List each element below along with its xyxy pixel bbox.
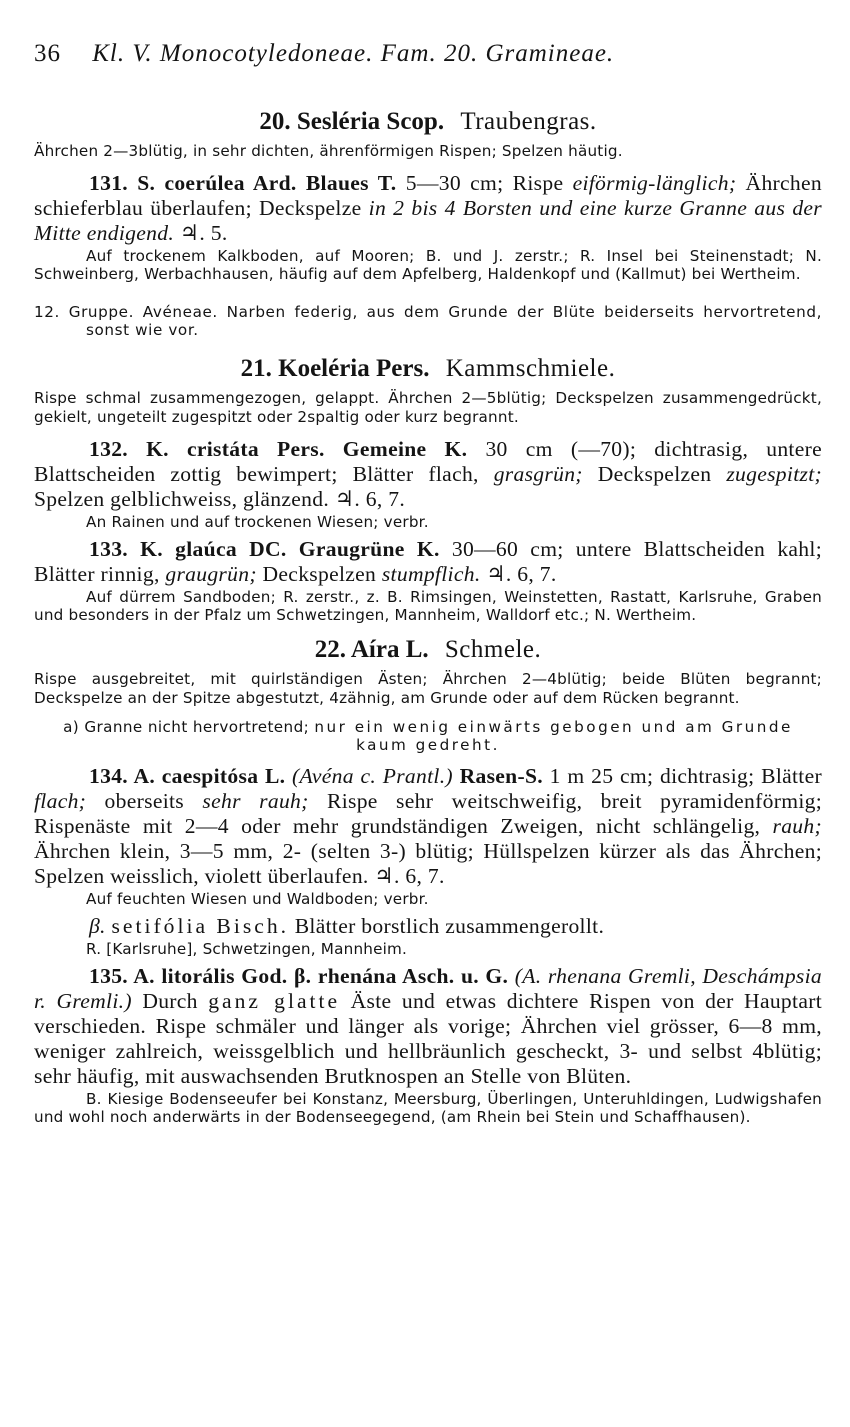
genus-description: Ährchen 2—3blütig, in sehr dichten, ährenförmigen Rispen; Spelzen häutig. [34, 142, 623, 160]
species-text: 30—60 cm; untere Blattscheiden kahl; Blätter rinnig, [34, 537, 822, 586]
genus-description: Rispe schmal zusammengezogen, gelappt. Ährchen 2—5blütig; Deckspelzen zusammengedrückt, gekielt, ungeteilt zugespitzt oder 2spaltig oder kurz begrannt. [34, 389, 822, 426]
species-name: 135. A. litorális God. [89, 964, 288, 988]
species-habitat: B. Kiesige Bodenseeufer bei Konstanz, Meersburg, Überlingen, Unteruhldingen, Ludwigshafen und wohl noch anderwärts in der Bodenseegegend, (am Rhein bei Stein und Schaffhausen). [34, 1090, 822, 1126]
genus-german-name: Traubengras. [460, 108, 597, 135]
species-name: 133. K. glaúca DC. [89, 537, 287, 561]
species-habitat: Auf dürrem Sandboden; R. zerstr., z. B. Rimsingen, Weinstetten, Rastatt, Karlsruhe, Graben und besonders in der Pfalz um Schwetzingen, Mannheim, Walldorf etc.; N. Wertheim. [34, 588, 822, 624]
species-german-name: Blaues T. [305, 171, 397, 195]
species-text-italic: eiförmig-länglich; [572, 171, 737, 195]
species-text-italic: zugespitzt; [726, 462, 822, 486]
species-german-name: Graugrüne K. [298, 537, 440, 561]
subgroup-heading [34, 718, 822, 754]
genus-name: 20. Sesléria Scop. [259, 108, 445, 135]
species-text-spaced: ganz glatte [208, 989, 341, 1013]
species-entry-131 [34, 171, 822, 246]
species-text: 1 m 25 cm; dichtrasig; Blätter [549, 764, 822, 788]
species-habitat: Auf feuchten Wiesen und Waldboden; verbr. [86, 890, 429, 908]
species-text: Spelzen gelblichweiss, glänzend. ♃. 6, 7. [34, 487, 406, 511]
species-text-italic: sehr rauh; [202, 789, 309, 813]
subgroup-text: nur ein wenig einwärts gebogen und am Grunde kaum gedreht. [314, 718, 793, 754]
species-text-italic: in 2 bis 4 Borsten und eine kurze Granne aus der Mitte endigend. [34, 196, 823, 245]
species-synonym: (Avéna c. Prantl.) [292, 764, 453, 788]
species-text-italic: stumpflich. [381, 562, 481, 586]
variety-symbol: β. [89, 914, 106, 938]
species-german-name: Gemeine K. [342, 437, 468, 461]
variety-habitat: R. [Karlsruhe], Schwetzingen, Mannheim. [86, 940, 408, 958]
genus-name: 22. Aíra L. [314, 636, 429, 663]
page-number: 36 [34, 40, 61, 67]
variety-name: setifólia Bisch. [111, 914, 290, 938]
species-name: 134. A. caespitósa L. [89, 764, 286, 788]
subgroup-lead: a) Granne nicht hervortretend; [63, 718, 310, 736]
species-text: 5—30 cm; Rispe [405, 171, 564, 195]
genus-heading-koeleria [34, 355, 822, 383]
species-text-italic: rauh; [772, 814, 822, 838]
genus-name: 21. Koeléria Pers. [240, 355, 430, 382]
species-text: Ährchen schieferblau überlaufen; Deckspelze [34, 171, 822, 220]
genus-german-name: Schmele. [444, 636, 542, 663]
species-flowering: ♃. 6, 7. [486, 562, 557, 586]
species-text: 30 cm (—70); dichtrasig, untere Blattscheiden zottig bewimpert; Blätter flach, [34, 437, 822, 486]
species-german-name: Rasen-S. [459, 764, 543, 788]
species-text-italic: graugrün; [165, 562, 257, 586]
genus-heading-sesleria [34, 108, 822, 136]
species-text: Deckspelzen [597, 462, 712, 486]
species-entry-132 [34, 437, 822, 512]
species-text: Ährchen klein, 3—5 mm, 2- (selten 3-) blütig; Hüllspelzen kürzer als das Ährchen; Spelzen weisslich, violett überlaufen. ♃. 6, 7. [34, 839, 822, 888]
species-text: oberseits [104, 789, 185, 813]
species-text-italic: flach; [34, 789, 87, 813]
running-title: Kl. V. Monocotyledoneae. Fam. 20. Gramineae. [92, 40, 615, 67]
genus-description: Rispe ausgebreitet, mit quirlständigen Ästen; Ährchen 2—4blütig; beide Blüten begrannt; Deckspelze an der Spitze abgestutzt, 4zähnig, am Grunde oder auf dem Rücken begrannt. [34, 670, 822, 707]
species-entry-133 [34, 537, 822, 587]
species-entry-135 [34, 964, 822, 1089]
species-entry-134 [34, 764, 822, 889]
species-name: 131. S. coerúlea Ard. [89, 171, 297, 195]
running-head [34, 40, 822, 68]
species-name: 132. K. cristáta Pers. [89, 437, 325, 461]
species-text: Deckspelzen [262, 562, 377, 586]
variety-entry-setifolia [34, 914, 822, 939]
group-heading: 12. Gruppe. Avéneae. Narben federig, aus dem Grunde der Blüte beiderseits hervortretend, sonst wie vor. [34, 303, 822, 339]
species-synonym: (A. rhenana Gremli, Deschámpsia r. Gremli.) [34, 964, 823, 1013]
variety-text: Blätter borstlich zusammengerollt. [294, 914, 605, 938]
species-habitat: Auf trockenem Kalkboden, auf Mooren; B. und J. zerstr.; R. Insel bei Steinenstadt; N. Schweinberg, Werbachhausen, häufig auf dem Apfelberg, Haldenkopf und (Kallmut) bei Wertheim. [34, 247, 822, 283]
species-text-italic: grasgrün; [493, 462, 583, 486]
genus-german-name: Kammschmiele. [445, 355, 616, 382]
species-text: Durch [142, 989, 198, 1013]
genus-heading-aira [34, 636, 822, 664]
species-flowering: ♃. 5. [179, 221, 228, 245]
species-text: Äste und etwas dichtere Rispen von der Hauptart verschieden. Rispe schmäler und länger als vorige; Ährchen viel grösser, 6—8 mm, weniger zahlreich, weissgelblich und hellbräunlich gescheckt, 3- und selbst 4blütig; sehr häufig, mit auswachsenden Brutknospen an Stelle von Blüten. [34, 989, 823, 1088]
species-text: Rispe sehr weitschweifig, breit pyramidenförmig; Rispenäste mit 2—4 oder mehr grundständigen Zweigen, nicht schlängelig, [34, 789, 823, 838]
variety-name: β. rhenána Asch. u. G. [293, 964, 509, 988]
species-habitat: An Rainen und auf trockenen Wiesen; verbr. [86, 513, 429, 531]
